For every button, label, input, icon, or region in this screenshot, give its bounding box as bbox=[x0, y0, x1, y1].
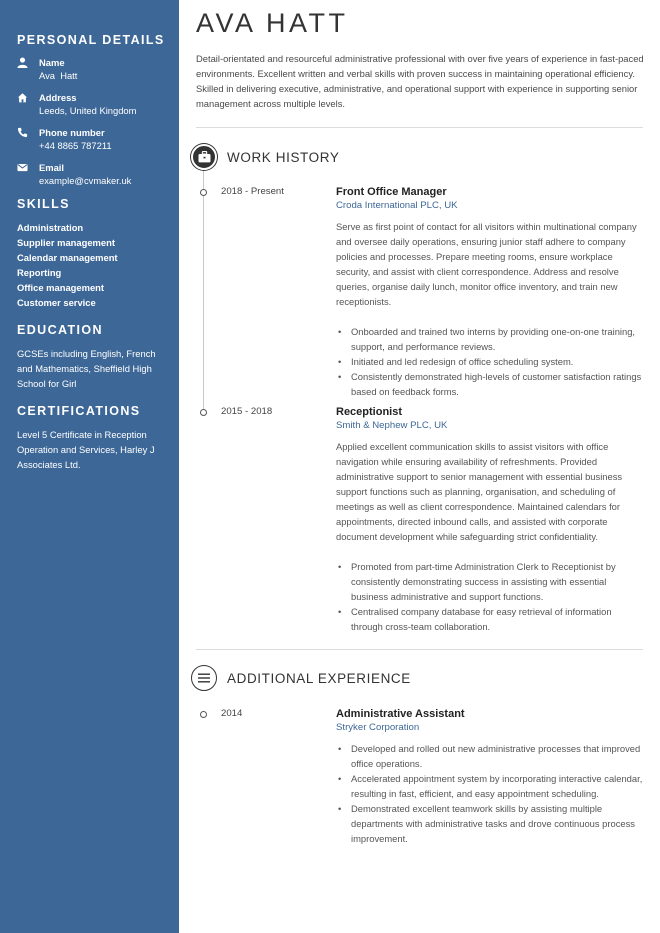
job-date: 2015 - 2018 bbox=[221, 406, 273, 417]
job-bullets bbox=[336, 741, 644, 846]
detail-email bbox=[17, 161, 169, 187]
bullet-item: • Promoted from part-time Administration Clerk to Receptionist by consistently demonstrating success in assisting with essential business administrative and support functions. bbox=[336, 559, 644, 604]
timeline-dot bbox=[200, 409, 207, 416]
timeline-dot bbox=[200, 711, 207, 718]
timeline-dot bbox=[200, 189, 207, 196]
job-description: Applied excellent communication skills to assist visitors with office navigation while ensuring availability of refreshments. Provided administrative support to senior management with essential business support functions such as planning, organisation, and scheduling of meetings as well as client correspondence. Maintained calendars for appointments, directed inbound calls, and assisted with corporate document development while safeguarding strict confidentiality. bbox=[336, 441, 623, 542]
job-title: Administrative Assistant bbox=[336, 708, 465, 720]
job-title: Front Office Manager bbox=[336, 186, 447, 198]
job-date: 2018 - Present bbox=[221, 186, 284, 197]
detail-label: Phone number bbox=[39, 127, 105, 138]
person-icon bbox=[17, 56, 39, 68]
job-company: Smith & Nephew PLC, UK bbox=[336, 420, 448, 431]
bullet-item: • Developed and rolled out new administrative processes that improved office operations. bbox=[336, 741, 644, 771]
skill-item: Customer service bbox=[17, 297, 96, 308]
job-date: 2014 bbox=[221, 708, 243, 719]
job-entry bbox=[336, 406, 644, 634]
detail-value: +44 8865 787211 bbox=[39, 140, 112, 151]
detail-value: example@cvmaker.uk bbox=[39, 175, 132, 186]
certifications-heading: CERTIFICATIONS bbox=[17, 404, 141, 418]
skill-item: Administration bbox=[17, 222, 84, 233]
education-heading: EDUCATION bbox=[17, 323, 103, 337]
detail-label: Address bbox=[39, 92, 77, 103]
bullet-item: • Onboarded and trained two interns by providing one-on-one training, support, and performance reviews. bbox=[336, 324, 644, 354]
briefcase-icon bbox=[191, 144, 217, 170]
divider bbox=[196, 127, 643, 128]
bullet-item: • Consistently demonstrated high-levels of customer satisfaction ratings based on feedback forms. bbox=[336, 369, 644, 399]
phone-icon bbox=[17, 126, 39, 138]
certifications-text: Level 5 Certificate in Reception Operation and Services, Harley J Associates Ltd. bbox=[17, 429, 155, 470]
location-icon bbox=[17, 91, 39, 103]
main-content bbox=[179, 0, 660, 933]
job-bullets bbox=[336, 324, 644, 399]
job-company: Croda International PLC, UK bbox=[336, 200, 458, 211]
work-history-heading: WORK HISTORY bbox=[227, 149, 340, 165]
skills-heading: SKILLS bbox=[17, 197, 70, 211]
detail-label: Name bbox=[39, 57, 65, 68]
skill-item: Reporting bbox=[17, 267, 62, 278]
detail-address bbox=[17, 91, 169, 117]
profile-summary: Detail-orientated and resourceful administrative professional with over five years of experience in fast-paced environments. Excellent written and verbal skills with proven success in maintaining operational efficiency. Skilled in delivering executive, administrative, and operational support with experience in supporting senior management across multiple levels. bbox=[196, 53, 644, 109]
timeline-line bbox=[203, 170, 204, 412]
personal-details-heading: PERSONAL DETAILS bbox=[17, 33, 165, 47]
job-company: Stryker Corporation bbox=[336, 722, 420, 733]
detail-value: Leeds, United Kingdom bbox=[39, 105, 137, 116]
divider bbox=[196, 649, 643, 650]
detail-phone bbox=[17, 126, 169, 152]
detail-label: Email bbox=[39, 162, 65, 173]
candidate-name: AVA HATT bbox=[196, 8, 349, 38]
email-icon bbox=[17, 161, 39, 173]
additional-experience-header bbox=[191, 665, 411, 691]
bullet-item: • Initiated and led redesign of office scheduling system. bbox=[336, 354, 644, 369]
skill-item: Office management bbox=[17, 282, 105, 293]
detail-value: Ava Hatt bbox=[39, 70, 78, 81]
bullet-item: • Accelerated appointment system by incorporating interactive calendar, resulting in fast, efficient, and easy appointment scheduling. bbox=[336, 771, 644, 801]
education-text: GCSEs including English, French and Mathematics, Sheffield High School for Girl bbox=[17, 348, 156, 389]
job-entry bbox=[336, 708, 644, 846]
job-title: Receptionist bbox=[336, 406, 403, 418]
job-entry bbox=[336, 186, 644, 399]
list-icon bbox=[191, 665, 217, 691]
sidebar bbox=[0, 0, 179, 933]
detail-name bbox=[17, 56, 169, 82]
bullet-item: • Demonstrated excellent teamwork skills by assisting multiple departments with administrative tasks and drove continuous process improvement. bbox=[336, 801, 644, 846]
additional-experience-heading: ADDITIONAL EXPERIENCE bbox=[227, 670, 411, 686]
job-bullets bbox=[336, 559, 644, 634]
job-description: Serve as first point of contact for all visitors within multinational company and oversee daily operations, ensuring junior staff adhere to company policies and processes. Prepare meeting rooms, ensure workplace security, and assist with client correspondence. Address and resolve queries, organise daily lunch, monitor office inventory, and train new receptionists. bbox=[336, 221, 637, 307]
skill-item: Calendar management bbox=[17, 252, 118, 263]
skill-item: Supplier management bbox=[17, 237, 115, 248]
work-history-header bbox=[191, 144, 339, 170]
bullet-item: • Centralised company database for easy retrieval of information through cross-team collaboration. bbox=[336, 604, 644, 634]
